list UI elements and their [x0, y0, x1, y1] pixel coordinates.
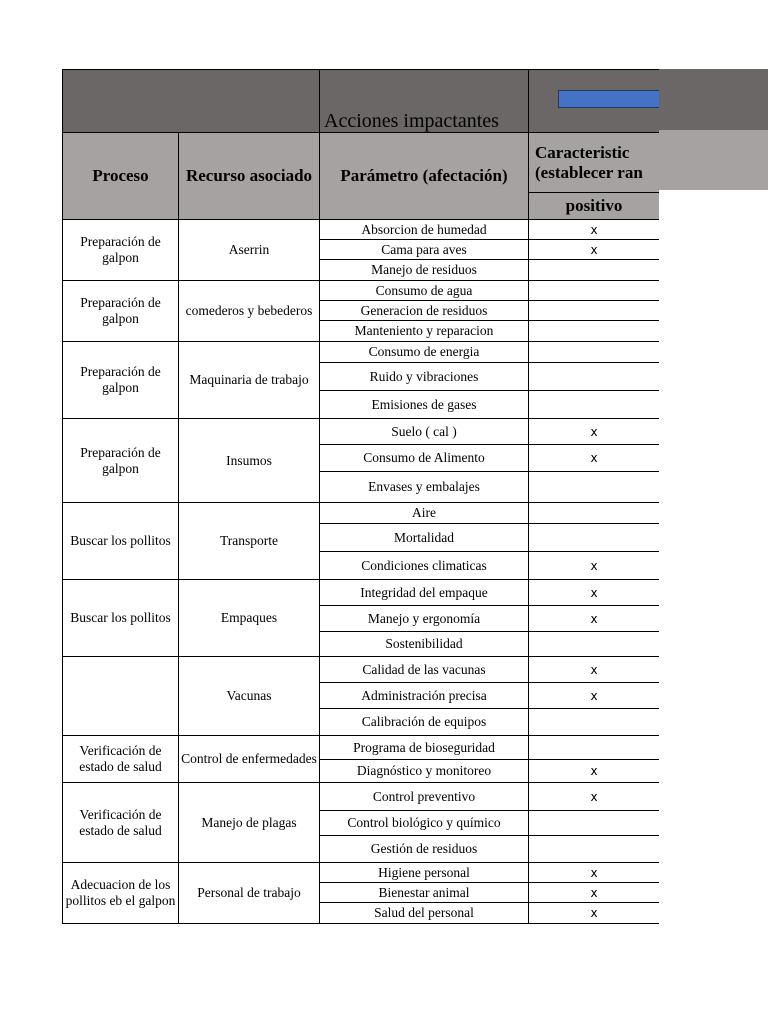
- impact-table: [62, 69, 659, 924]
- proceso-cell: Verificación de estado de salud: [63, 736, 179, 783]
- proceso-cell: Preparación de galpon: [63, 281, 179, 342]
- proceso-cell: Verificación de estado de salud: [63, 783, 179, 863]
- parametro-cell: Emisiones de gases: [320, 391, 529, 419]
- proceso-cell: Adecuacion de los pollitos eb el galpon: [63, 863, 179, 924]
- table-row: [63, 503, 660, 524]
- recurso-cell: Maquinaria de trabajo: [179, 342, 320, 419]
- recurso-cell: Transporte: [179, 503, 320, 580]
- parametro-cell: Integridad del empaque: [320, 580, 529, 606]
- table-row: [63, 220, 660, 240]
- positivo-mark-cell: [529, 632, 660, 657]
- positivo-mark-cell: [529, 836, 660, 863]
- parametro-cell: Gestión de residuos: [320, 836, 529, 863]
- positivo-mark-cell: [529, 472, 660, 503]
- proceso-cell: [63, 657, 179, 736]
- positivo-mark-cell: [529, 260, 660, 281]
- positivo-mark-cell: x: [529, 863, 660, 883]
- parametro-cell: Consumo de energia: [320, 342, 529, 363]
- parametro-cell: Manejo de residuos: [320, 260, 529, 281]
- table-row: [63, 580, 660, 606]
- recurso-cell: Empaques: [179, 580, 320, 657]
- parametro-cell: Calidad de las vacunas: [320, 657, 529, 683]
- positivo-mark-cell: [529, 709, 660, 736]
- positivo-mark-cell: x: [529, 580, 660, 606]
- positivo-mark-cell: [529, 811, 660, 836]
- positivo-mark-cell: x: [529, 883, 660, 903]
- positivo-mark-cell: x: [529, 683, 660, 709]
- parametro-cell: Higiene personal: [320, 863, 529, 883]
- col-header-parametro: Parámetro (afectación): [320, 133, 529, 220]
- parametro-cell: Salud del personal: [320, 903, 529, 924]
- positivo-mark-cell: [529, 503, 660, 524]
- parametro-cell: Condiciones climaticas: [320, 552, 529, 580]
- positivo-mark-cell: x: [529, 445, 660, 472]
- recurso-cell: comederos y bebederos: [179, 281, 320, 342]
- col-header-recurso: Recurso asociado: [179, 133, 320, 220]
- positivo-mark-cell: [529, 736, 660, 760]
- parametro-cell: Suelo ( cal ): [320, 419, 529, 445]
- parametro-cell: Diagnóstico y monitoreo: [320, 760, 529, 783]
- parametro-cell: Control biológico y químico: [320, 811, 529, 836]
- proceso-cell: Buscar los pollitos: [63, 580, 179, 657]
- parametro-cell: Aire: [320, 503, 529, 524]
- proceso-cell: Preparación de galpon: [63, 419, 179, 503]
- table-row: [63, 419, 660, 445]
- positivo-mark-cell: [529, 363, 660, 391]
- positivo-mark-cell: x: [529, 760, 660, 783]
- table-row: [63, 657, 660, 683]
- col-header-caracteristicas: [529, 133, 660, 193]
- parametro-cell: Manteniento y reparacion: [320, 321, 529, 342]
- parametro-cell: Manejo y ergonomía: [320, 606, 529, 632]
- positivo-mark-cell: x: [529, 783, 660, 811]
- title-blank: [63, 70, 320, 133]
- parametro-cell: Cama para aves: [320, 240, 529, 260]
- recurso-cell: Aserrin: [179, 220, 320, 281]
- positivo-mark-cell: [529, 301, 660, 321]
- caracteristicas-line-1: Caracteristic: [535, 142, 630, 162]
- impact-matrix: [62, 69, 659, 936]
- parametro-cell: Consumo de agua: [320, 281, 529, 301]
- parametro-cell: Generacion de residuos: [320, 301, 529, 321]
- positivo-mark-cell: x: [529, 240, 660, 260]
- header-band-extension-dark: [658, 69, 768, 130]
- parametro-cell: Mortalidad: [320, 524, 529, 552]
- parametro-cell: Consumo de Alimento: [320, 445, 529, 472]
- positivo-mark-cell: x: [529, 220, 660, 240]
- positivo-mark-cell: x: [529, 552, 660, 580]
- positivo-mark-cell: [529, 281, 660, 301]
- recurso-cell: Personal de trabajo: [179, 863, 320, 924]
- header-band-extension-light: [658, 130, 768, 190]
- table-row: [63, 863, 660, 883]
- parametro-cell: Control preventivo: [320, 783, 529, 811]
- table-row: [63, 342, 660, 363]
- positivo-mark-cell: x: [529, 419, 660, 445]
- positivo-mark-cell: [529, 321, 660, 342]
- header-row: [63, 133, 660, 193]
- recurso-cell: Vacunas: [179, 657, 320, 736]
- recurso-cell: Control de enfermedades: [179, 736, 320, 783]
- parametro-cell: Envases y embalajes: [320, 472, 529, 503]
- positivo-mark-cell: x: [529, 657, 660, 683]
- proceso-cell: Buscar los pollitos: [63, 503, 179, 580]
- parametro-cell: Sostenibilidad: [320, 632, 529, 657]
- col-header-proceso: Proceso: [63, 133, 179, 220]
- positivo-mark-cell: x: [529, 903, 660, 924]
- parametro-cell: Calibración de equipos: [320, 709, 529, 736]
- parametro-cell: Bienestar animal: [320, 883, 529, 903]
- selected-cell-bar[interactable]: [558, 90, 659, 108]
- parametro-cell: Absorcion de humedad: [320, 220, 529, 240]
- parametro-cell: Administración precisa: [320, 683, 529, 709]
- caracteristicas-line-2: (establecer ran: [535, 162, 643, 182]
- acciones-title: Acciones impactantes: [320, 70, 529, 133]
- positivo-mark-cell: [529, 342, 660, 363]
- recurso-cell: Manejo de plagas: [179, 783, 320, 863]
- parametro-cell: Ruido y vibraciones: [320, 363, 529, 391]
- col-header-positivo: positivo: [529, 193, 660, 220]
- positivo-mark-cell: x: [529, 606, 660, 632]
- proceso-cell: Preparación de galpon: [63, 342, 179, 419]
- positivo-mark-cell: [529, 524, 660, 552]
- positivo-mark-cell: [529, 391, 660, 419]
- parametro-cell: Programa de bioseguridad: [320, 736, 529, 760]
- proceso-cell: Preparación de galpon: [63, 220, 179, 281]
- table-row: [63, 281, 660, 301]
- table-row: [63, 783, 660, 811]
- table-row: [63, 736, 660, 760]
- recurso-cell: Insumos: [179, 419, 320, 503]
